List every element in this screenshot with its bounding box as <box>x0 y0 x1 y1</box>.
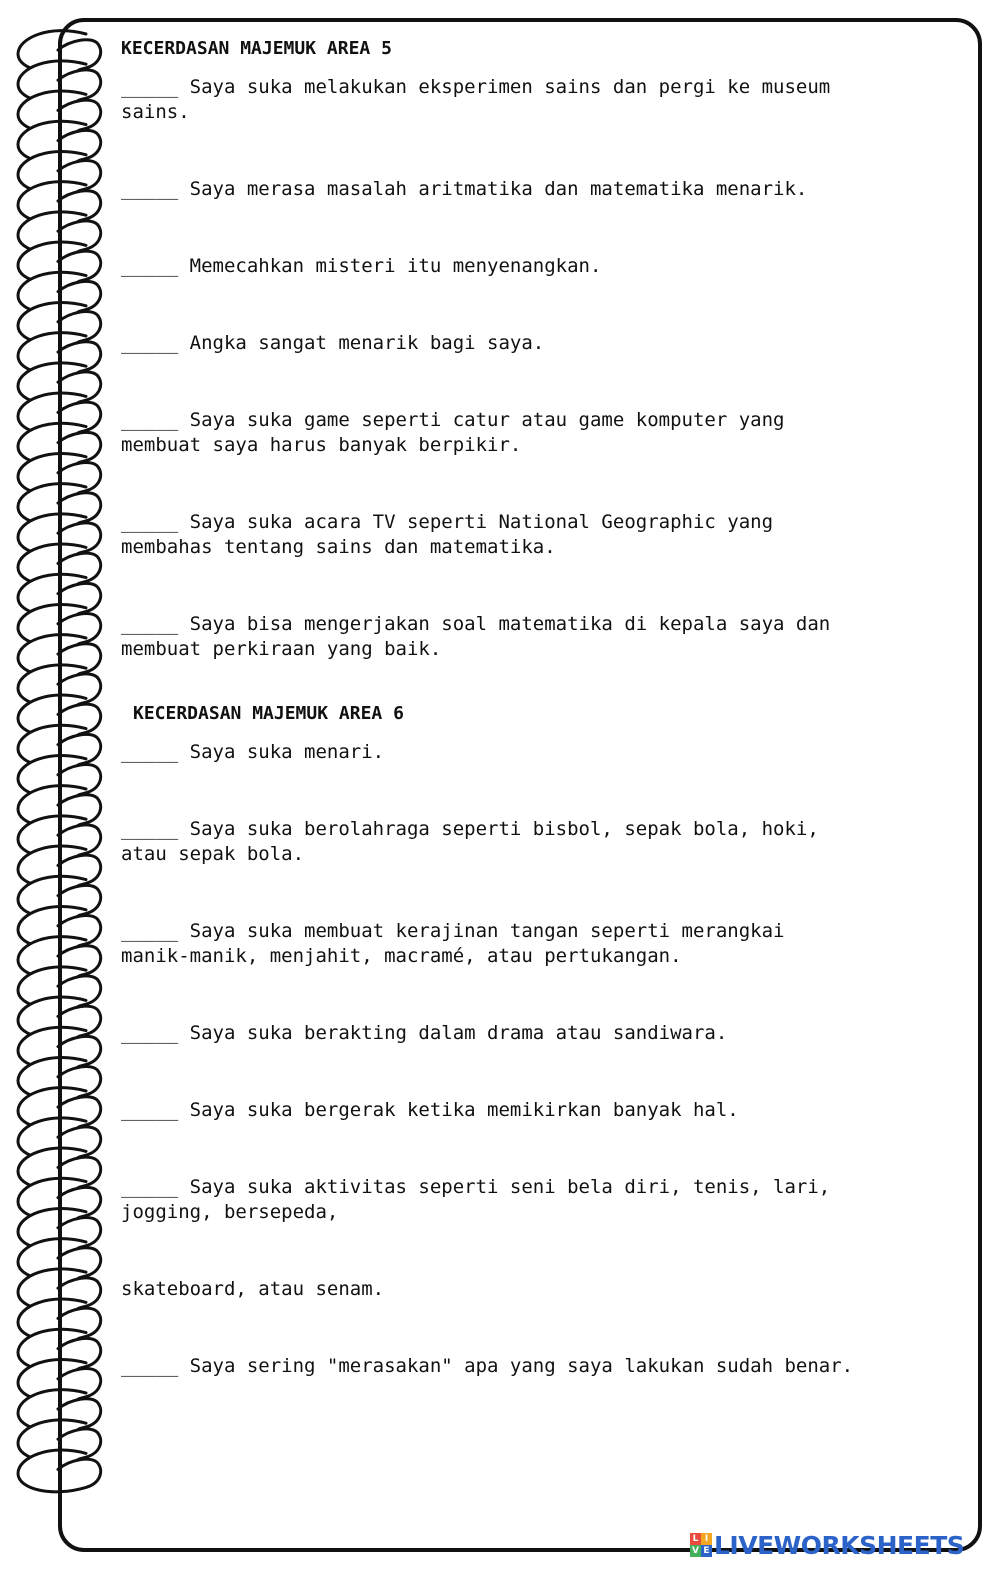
logo-letter: E <box>701 1545 712 1557</box>
statement-line-continued: membuat saya harus banyak berpikir. <box>121 434 522 456</box>
statement-line-continued: sains. <box>121 101 190 123</box>
statement-line: _____ Saya suka bergerak ketika memikirkan banyak hal. <box>121 1099 739 1121</box>
statement-line: _____ Saya sering "merasakan" apa yang saya lakukan sudah benar. <box>121 1355 854 1377</box>
statement-line: _____ Saya suka membuat kerajinan tangan seperti merangkai <box>121 920 785 942</box>
section-6-list <box>121 740 911 1379</box>
logo-letter: I <box>701 1533 712 1545</box>
section-6-heading: KECERDASAN MAJEMUK AREA 6 <box>133 703 404 724</box>
statement-item <box>121 817 911 867</box>
statement-line: _____ Saya suka acara TV seperti National Geographic yang <box>121 511 774 533</box>
statement-line: _____ Angka sangat menarik bagi saya. <box>121 332 545 354</box>
statement-item <box>121 919 911 969</box>
statement-item <box>121 1021 911 1046</box>
statement-line-continued: membuat perkiraan yang baik. <box>121 638 442 660</box>
statement-line: _____ Saya suka menari. <box>121 741 385 763</box>
liveworksheets-logo <box>690 1528 964 1562</box>
statement-line-continued: atau sepak bola. <box>121 843 305 865</box>
logo-letter: V <box>690 1545 701 1557</box>
statement-item <box>121 177 911 202</box>
statement-item <box>121 254 911 279</box>
statement-item <box>121 1354 911 1379</box>
statement-line: _____ Saya merasa masalah aritmatika dan matematika menarik. <box>121 178 808 200</box>
statement-line: skateboard, atau senam. <box>121 1278 385 1300</box>
statement-item <box>121 408 911 458</box>
statement-item <box>121 612 911 662</box>
statement-line: _____ Saya suka berakting dalam drama atau sandiwara. <box>121 1022 728 1044</box>
statement-line: _____ Saya bisa mengerjakan soal matematika di kepala saya dan <box>121 613 831 635</box>
statement-item <box>121 1098 911 1123</box>
logo-text: LIVEWORKSHEETS <box>714 1530 965 1560</box>
statement-item <box>121 1175 911 1225</box>
worksheet-content <box>121 36 911 1379</box>
statement-line-continued: manik-manik, menjahit, macramé, atau pertukangan. <box>121 945 682 967</box>
statement-line-continued: membahas tentang sains dan matematika. <box>121 536 556 558</box>
section-5-list <box>121 75 911 662</box>
statement-line: _____ Saya suka berolahraga seperti bisbol, sepak bola, hoki, <box>121 818 819 840</box>
logo-mark-icon <box>690 1533 712 1557</box>
statement-line: _____ Memecahkan misteri itu menyenangkan. <box>121 255 602 277</box>
statement-line: _____ Saya suka game seperti catur atau game komputer yang <box>121 409 785 431</box>
statement-line: _____ Saya suka aktivitas seperti seni bela diri, tenis, lari, <box>121 1176 831 1198</box>
section-5-heading: KECERDASAN MAJEMUK AREA 5 <box>121 38 392 59</box>
statement-item <box>121 331 911 356</box>
statement-item <box>121 1277 911 1302</box>
statement-item <box>121 740 911 765</box>
statement-line: _____ Saya suka melakukan eksperimen sains dan pergi ke museum <box>121 76 831 98</box>
logo-letter: L <box>690 1533 701 1545</box>
statement-item <box>121 510 911 560</box>
statement-line-continued: jogging, bersepeda, <box>121 1201 339 1223</box>
statement-item <box>121 75 911 125</box>
